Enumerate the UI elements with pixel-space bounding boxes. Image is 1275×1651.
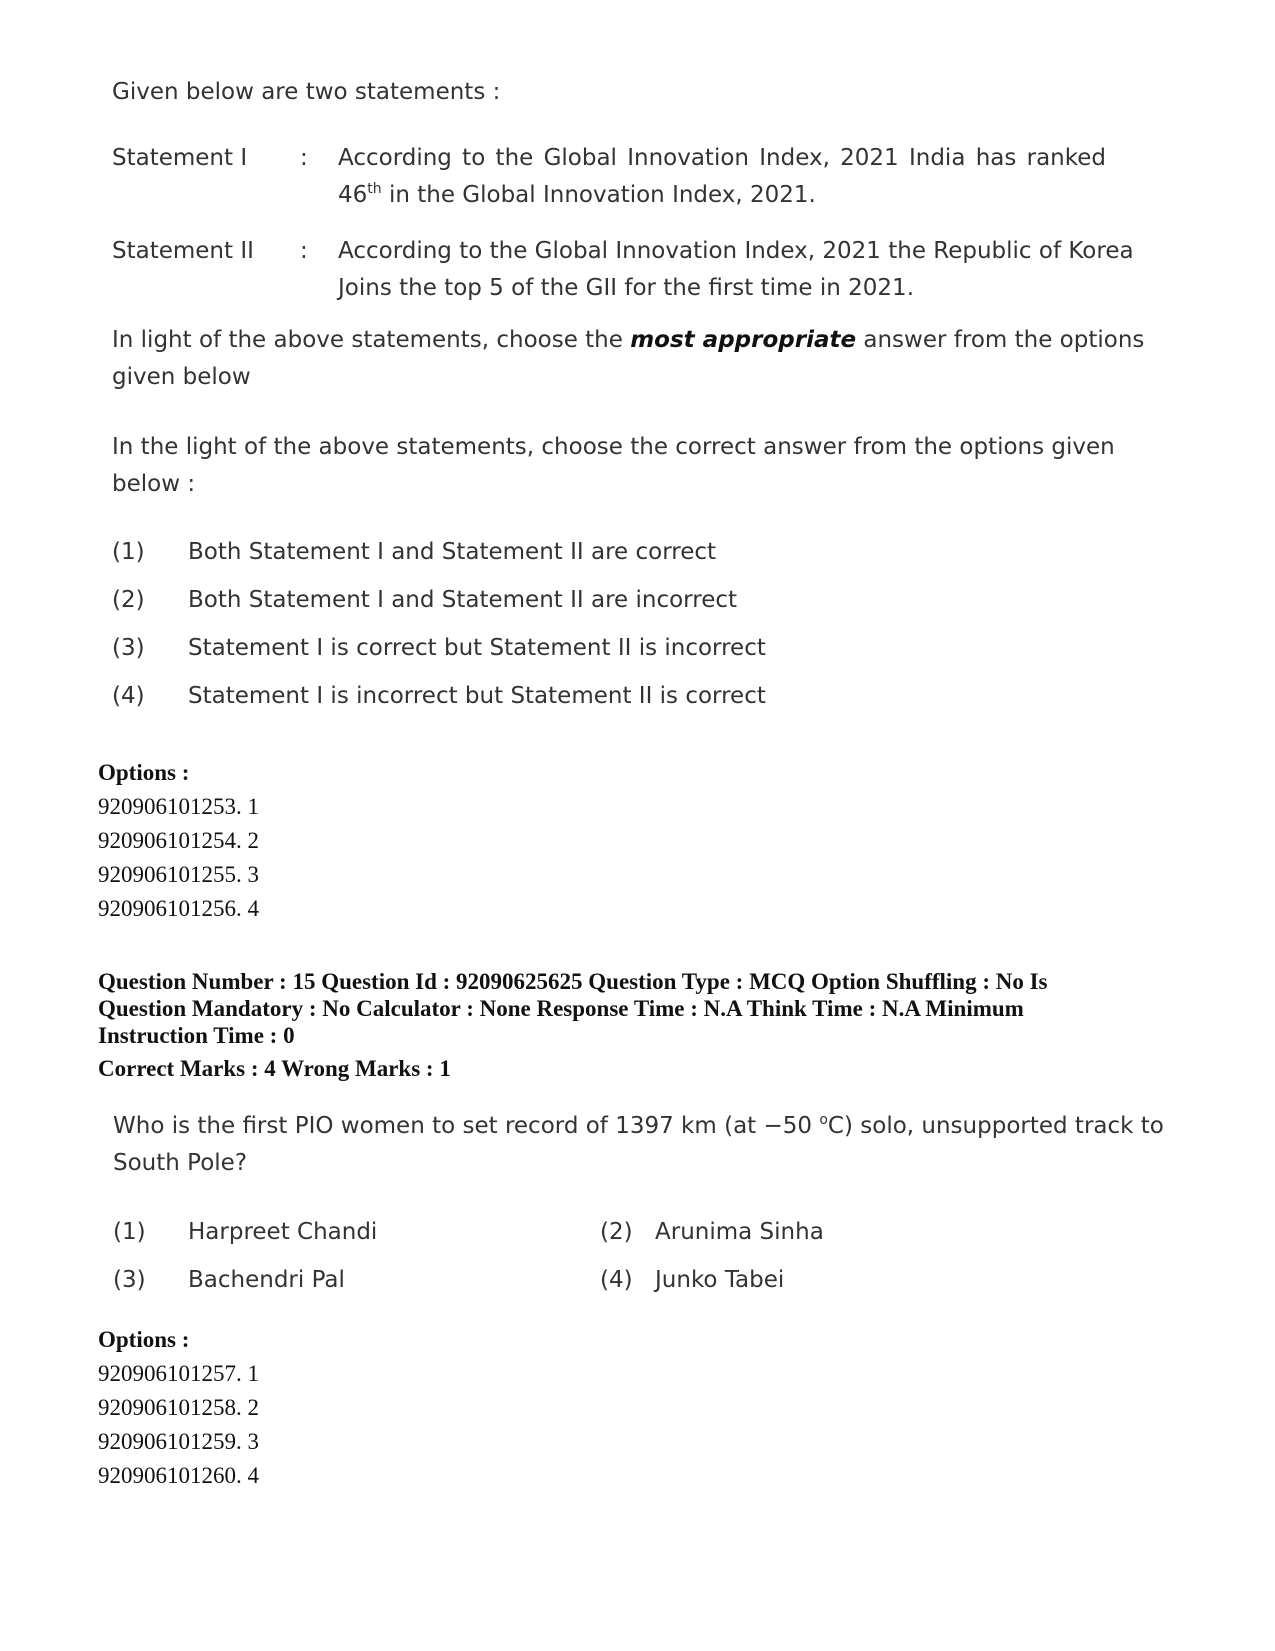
q14-option-id-4: 920906101256. 4 <box>98 896 259 921</box>
q15-question-pre: Who is the first PIO women to set record of 1397 km (at −50 <box>113 1113 820 1139</box>
q14-option-id-3: 920906101255. 3 <box>98 862 259 887</box>
q15-choice-3-number: (3) <box>113 1267 146 1293</box>
q15-choice-4-number: (4) <box>600 1267 633 1293</box>
statement-2-line1: According to the Global Innovation Index, 2021 the Republic of Korea <box>338 238 1134 264</box>
q14-choice-1-number: (1) <box>112 539 145 565</box>
q14-option-id-1: 920906101253. 1 <box>98 794 259 819</box>
rank-suffix: th <box>367 181 382 197</box>
statement-2-label: Statement II <box>112 238 254 264</box>
q15-question-line1 <box>113 1113 1164 1139</box>
degree-mark: o <box>819 1112 828 1128</box>
statement-1-line2-rest: in the Global Innovation Index, 2021. <box>381 182 816 208</box>
instruction-1-post: answer from the options <box>856 327 1145 353</box>
instruction-1-emphasis: most appropriate <box>630 327 857 353</box>
statement-2-line2: Joins the top 5 of the GII for the first time in 2021. <box>338 275 914 301</box>
instruction-2-line2: below : <box>112 471 196 497</box>
q15-choice-4-text: Junko Tabei <box>655 1267 785 1293</box>
q15-option-id-1: 920906101257. 1 <box>98 1361 259 1386</box>
q14-choice-2-text: Both Statement I and Statement II are incorrect <box>188 587 738 613</box>
q15-question-line2: South Pole? <box>113 1150 248 1176</box>
q14-choice-4-number: (4) <box>112 683 145 709</box>
q15-meta-line3: Instruction Time : 0 <box>98 1023 295 1048</box>
q15-choice-3-text: Bachendri Pal <box>188 1267 345 1293</box>
q15-choice-2-number: (2) <box>600 1219 633 1245</box>
q15-meta-line1: Question Number : 15 Question Id : 92090625625 Question Type : MCQ Option Shuffling : No Is <box>98 969 1048 994</box>
statement-2-colon: : <box>300 238 308 264</box>
q14-choice-2-number: (2) <box>112 587 145 613</box>
instruction-2-line1: In the light of the above statements, choose the correct answer from the options given <box>112 434 1115 460</box>
instruction-1-pre: In light of the above statements, choose the <box>112 327 631 353</box>
q15-choice-2-text: Arunima Sinha <box>655 1219 824 1245</box>
q15-question-post: C) solo, unsupported track to <box>827 1113 1164 1139</box>
statement-1-line1: According to the Global Innovation Index, 2021 India has ranked <box>338 145 1106 171</box>
q15-marks: Correct Marks : 4 Wrong Marks : 1 <box>98 1056 451 1081</box>
statement-1-label: Statement I <box>112 145 248 171</box>
q15-meta-line2: Question Mandatory : No Calculator : None Response Time : N.A Think Time : N.A Minimum <box>98 996 1024 1021</box>
q14-choice-3-text: Statement I is correct but Statement II is incorrect <box>188 635 766 661</box>
q14-choice-3-number: (3) <box>112 635 145 661</box>
q15-choice-1-number: (1) <box>113 1219 146 1245</box>
q15-option-id-2: 920906101258. 2 <box>98 1395 259 1420</box>
statement-1-colon: : <box>300 145 308 171</box>
instruction-1-line1 <box>112 327 1145 353</box>
instruction-1-line2: given below <box>112 364 251 390</box>
q14-choice-1-text: Both Statement I and Statement II are correct <box>188 539 717 565</box>
rank-number: 46 <box>338 182 368 208</box>
q14-options-heading: Options : <box>98 760 190 785</box>
statement-1-line2 <box>338 182 816 208</box>
q15-choice-1-text: Harpreet Chandi <box>188 1219 378 1245</box>
q15-options-heading: Options : <box>98 1327 190 1352</box>
q14-choice-4-text: Statement I is incorrect but Statement II is correct <box>188 683 766 709</box>
q15-option-id-3: 920906101259. 3 <box>98 1429 259 1454</box>
q14-option-id-2: 920906101254. 2 <box>98 828 259 853</box>
statements-intro: Given below are two statements : <box>112 79 501 105</box>
q15-option-id-4: 920906101260. 4 <box>98 1463 259 1488</box>
